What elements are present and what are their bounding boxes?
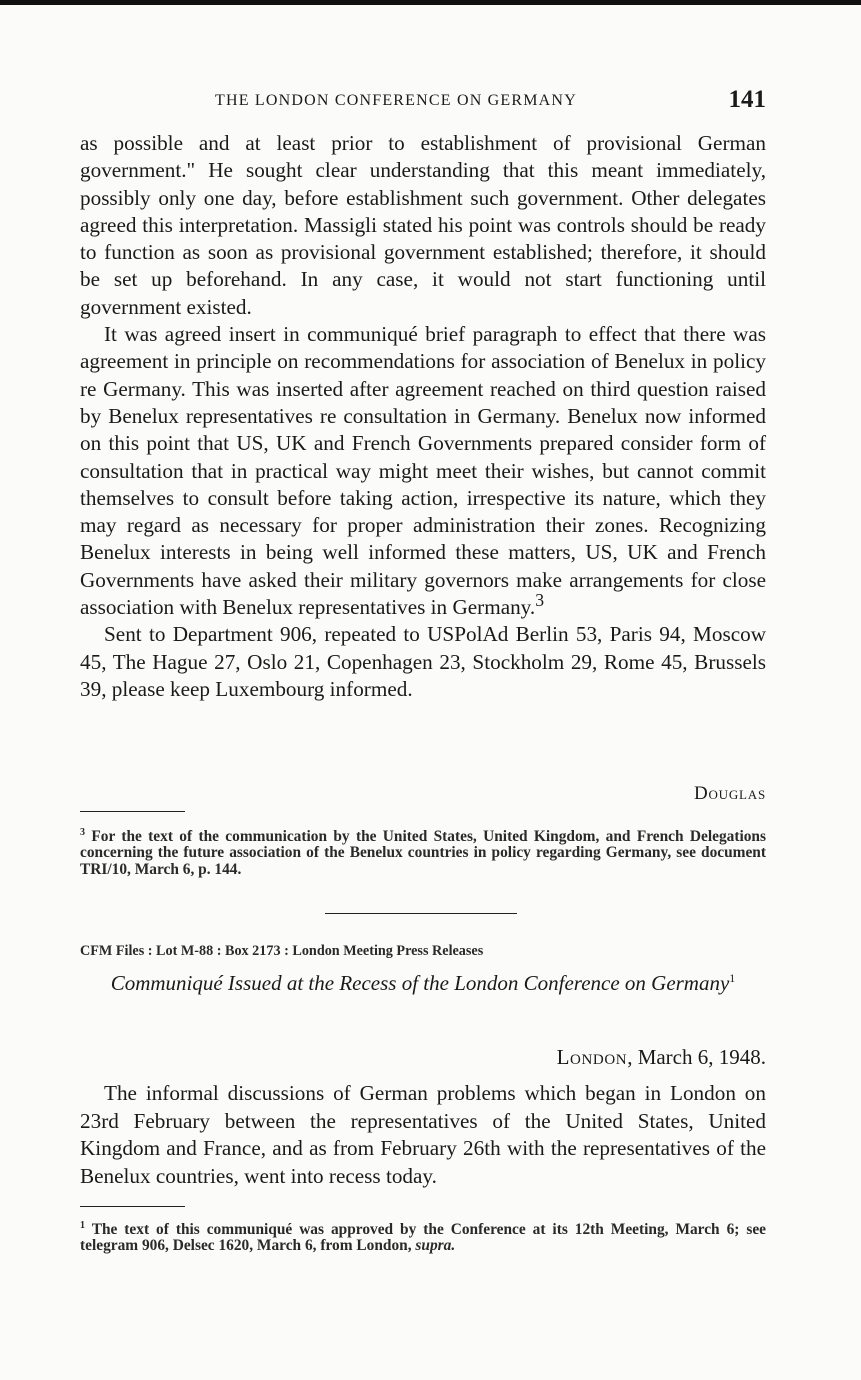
page-number: 141 bbox=[728, 86, 766, 113]
running-title: THE LONDON CONFERENCE ON GERMANY bbox=[215, 92, 577, 109]
footnote-ref-1: 1 bbox=[729, 971, 736, 985]
document-title-text: Communiqué Issued at the Recess of the London Conference on Germany bbox=[110, 971, 730, 995]
source-line: CFM Files : Lot M-88 : Box 2173 : London Meeting Press Releases bbox=[80, 943, 484, 959]
communique-body bbox=[80, 1080, 766, 1190]
dateline bbox=[557, 1045, 766, 1070]
dateline-date: , March 6, 1948. bbox=[627, 1045, 766, 1069]
footnote-1-text: The text of this communiqué was approved by the Conference at its 12th Meeting, March 6; see telegram 906, Delsec 1620, March 6, from London, bbox=[80, 1221, 766, 1255]
footnote-3-marker: 3 bbox=[80, 826, 85, 838]
document-title bbox=[80, 970, 766, 997]
body-paragraph-3: Sent to Department 906, repeated to USPolAd Berlin 53, Paris 94, Moscow 45, The Hague 27, Oslo 21, Copenhagen 23, Stockholm 29, Rome 45, Brussels 39, please keep Luxembourg informed. bbox=[80, 622, 766, 701]
body-paragraph-2-text: It was agreed insert in communiqué brief paragraph to effect that there was agreement in principle on recommendations for association of Benelux in policy re Germany. This was inserted after agreement reached on third question raised by Benelux representatives re consultation in Germany. Benelux now informed on this point that US, UK and French Governments prepared consider form of consultation that in practical way might meet their wishes, but cannot commit themselves to consult before taking action, irrespective its nature, which they may regard as necessary for proper administration their zones. Recognizing Benelux interests in being well informed these matters, US, UK and French Governments have asked their military governors make arrangements for close association with Benelux representatives in Germany. bbox=[80, 322, 766, 620]
body-paragraph-2 bbox=[80, 321, 766, 621]
dateline-place: London bbox=[556, 1045, 628, 1069]
body-paragraph-1: as possible and at least prior to establishment of provisional German government." He sought clear understanding that this meant immediately, possibly only one day, before establishment such government. Other delegates agreed this interpretation. Massigli stated his point was controls should be ready to function as soon as provisional government established; therefore, it should be set up beforehand. In any case, it would not start functioning until government existed. bbox=[80, 131, 766, 319]
footnote-3-text: For the text of the communication by the United States, United Kingdom, and French Delegations concerning the future association of the Benelux countries in policy regarding Germany, see document TRI/10, March 6, p. 144. bbox=[80, 828, 766, 878]
footnote-divider-2 bbox=[80, 1206, 185, 1207]
footnote-1-marker: 1 bbox=[80, 1219, 85, 1231]
footnote-divider bbox=[80, 811, 185, 812]
footnote-1-supra: supra. bbox=[415, 1237, 456, 1255]
footnote-1 bbox=[80, 1219, 766, 1255]
page-header bbox=[80, 86, 766, 118]
signature: Douglas bbox=[693, 783, 766, 804]
footnote-ref-3: 3 bbox=[535, 589, 545, 610]
page-top-edge bbox=[0, 0, 861, 5]
telegram-body bbox=[80, 130, 766, 703]
communique-paragraph: The informal discussions of German problems which began in London on 23rd February between the representatives of the United States, United Kingdom and France, and as from February 26th with the representatives of the Benelux countries, went into recess today. bbox=[80, 1081, 766, 1188]
section-divider bbox=[325, 913, 517, 914]
footnote-3 bbox=[80, 826, 766, 878]
